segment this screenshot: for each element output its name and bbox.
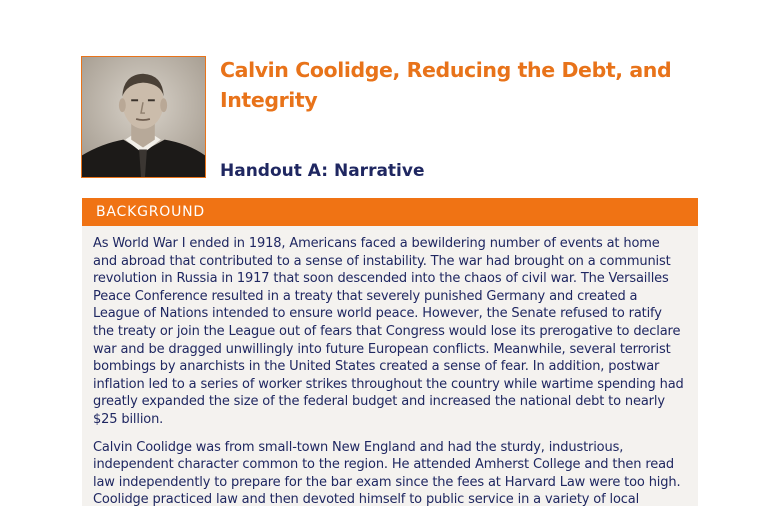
narrative-panel <box>82 226 698 506</box>
paragraph: Calvin Coolidge was from small-town New England and had the sturdy, industrious, independent character common to the region. He attended Amherst College and then read law independently to prepare for the bar exam since the fees at Harvard Law were too high. Coolidge practiced law and then devoted himself to public service in a variety of local <box>93 439 681 508</box>
section-header <box>82 198 698 226</box>
paragraph: As World War I ended in 1918, Americans faced a bewildering number of events at home and abroad that contributed to a sense of instability. The war had brought on a communist revolution in Russia in 1917 that soon descended into the chaos of civil war. The Versailles Peace Conference resulted in a treaty that severely punished Germany and created a League of Nations intended to ensure world peace. However, the Senate refused to ratify the treaty or join the League out of fears that Congress would lose its prerogative to declare war and be dragged unwillingly into future European conflicts. Meanwhile, several terrorist bombings by anarchists in the United States created a sense of fear. In addition, postwar inflation led to a series of worker strikes throughout the country while wartime spending had greatly expanded the size of the federal budget and increased the national debt to nearly $25 billion. <box>93 236 684 427</box>
portrait-photo <box>81 56 206 178</box>
page-title: Calvin Coolidge, Reducing the Debt, and Integrity <box>220 58 672 112</box>
page-subtitle: Handout A: Narrative <box>220 161 425 181</box>
section-label: BACKGROUND <box>96 204 205 220</box>
